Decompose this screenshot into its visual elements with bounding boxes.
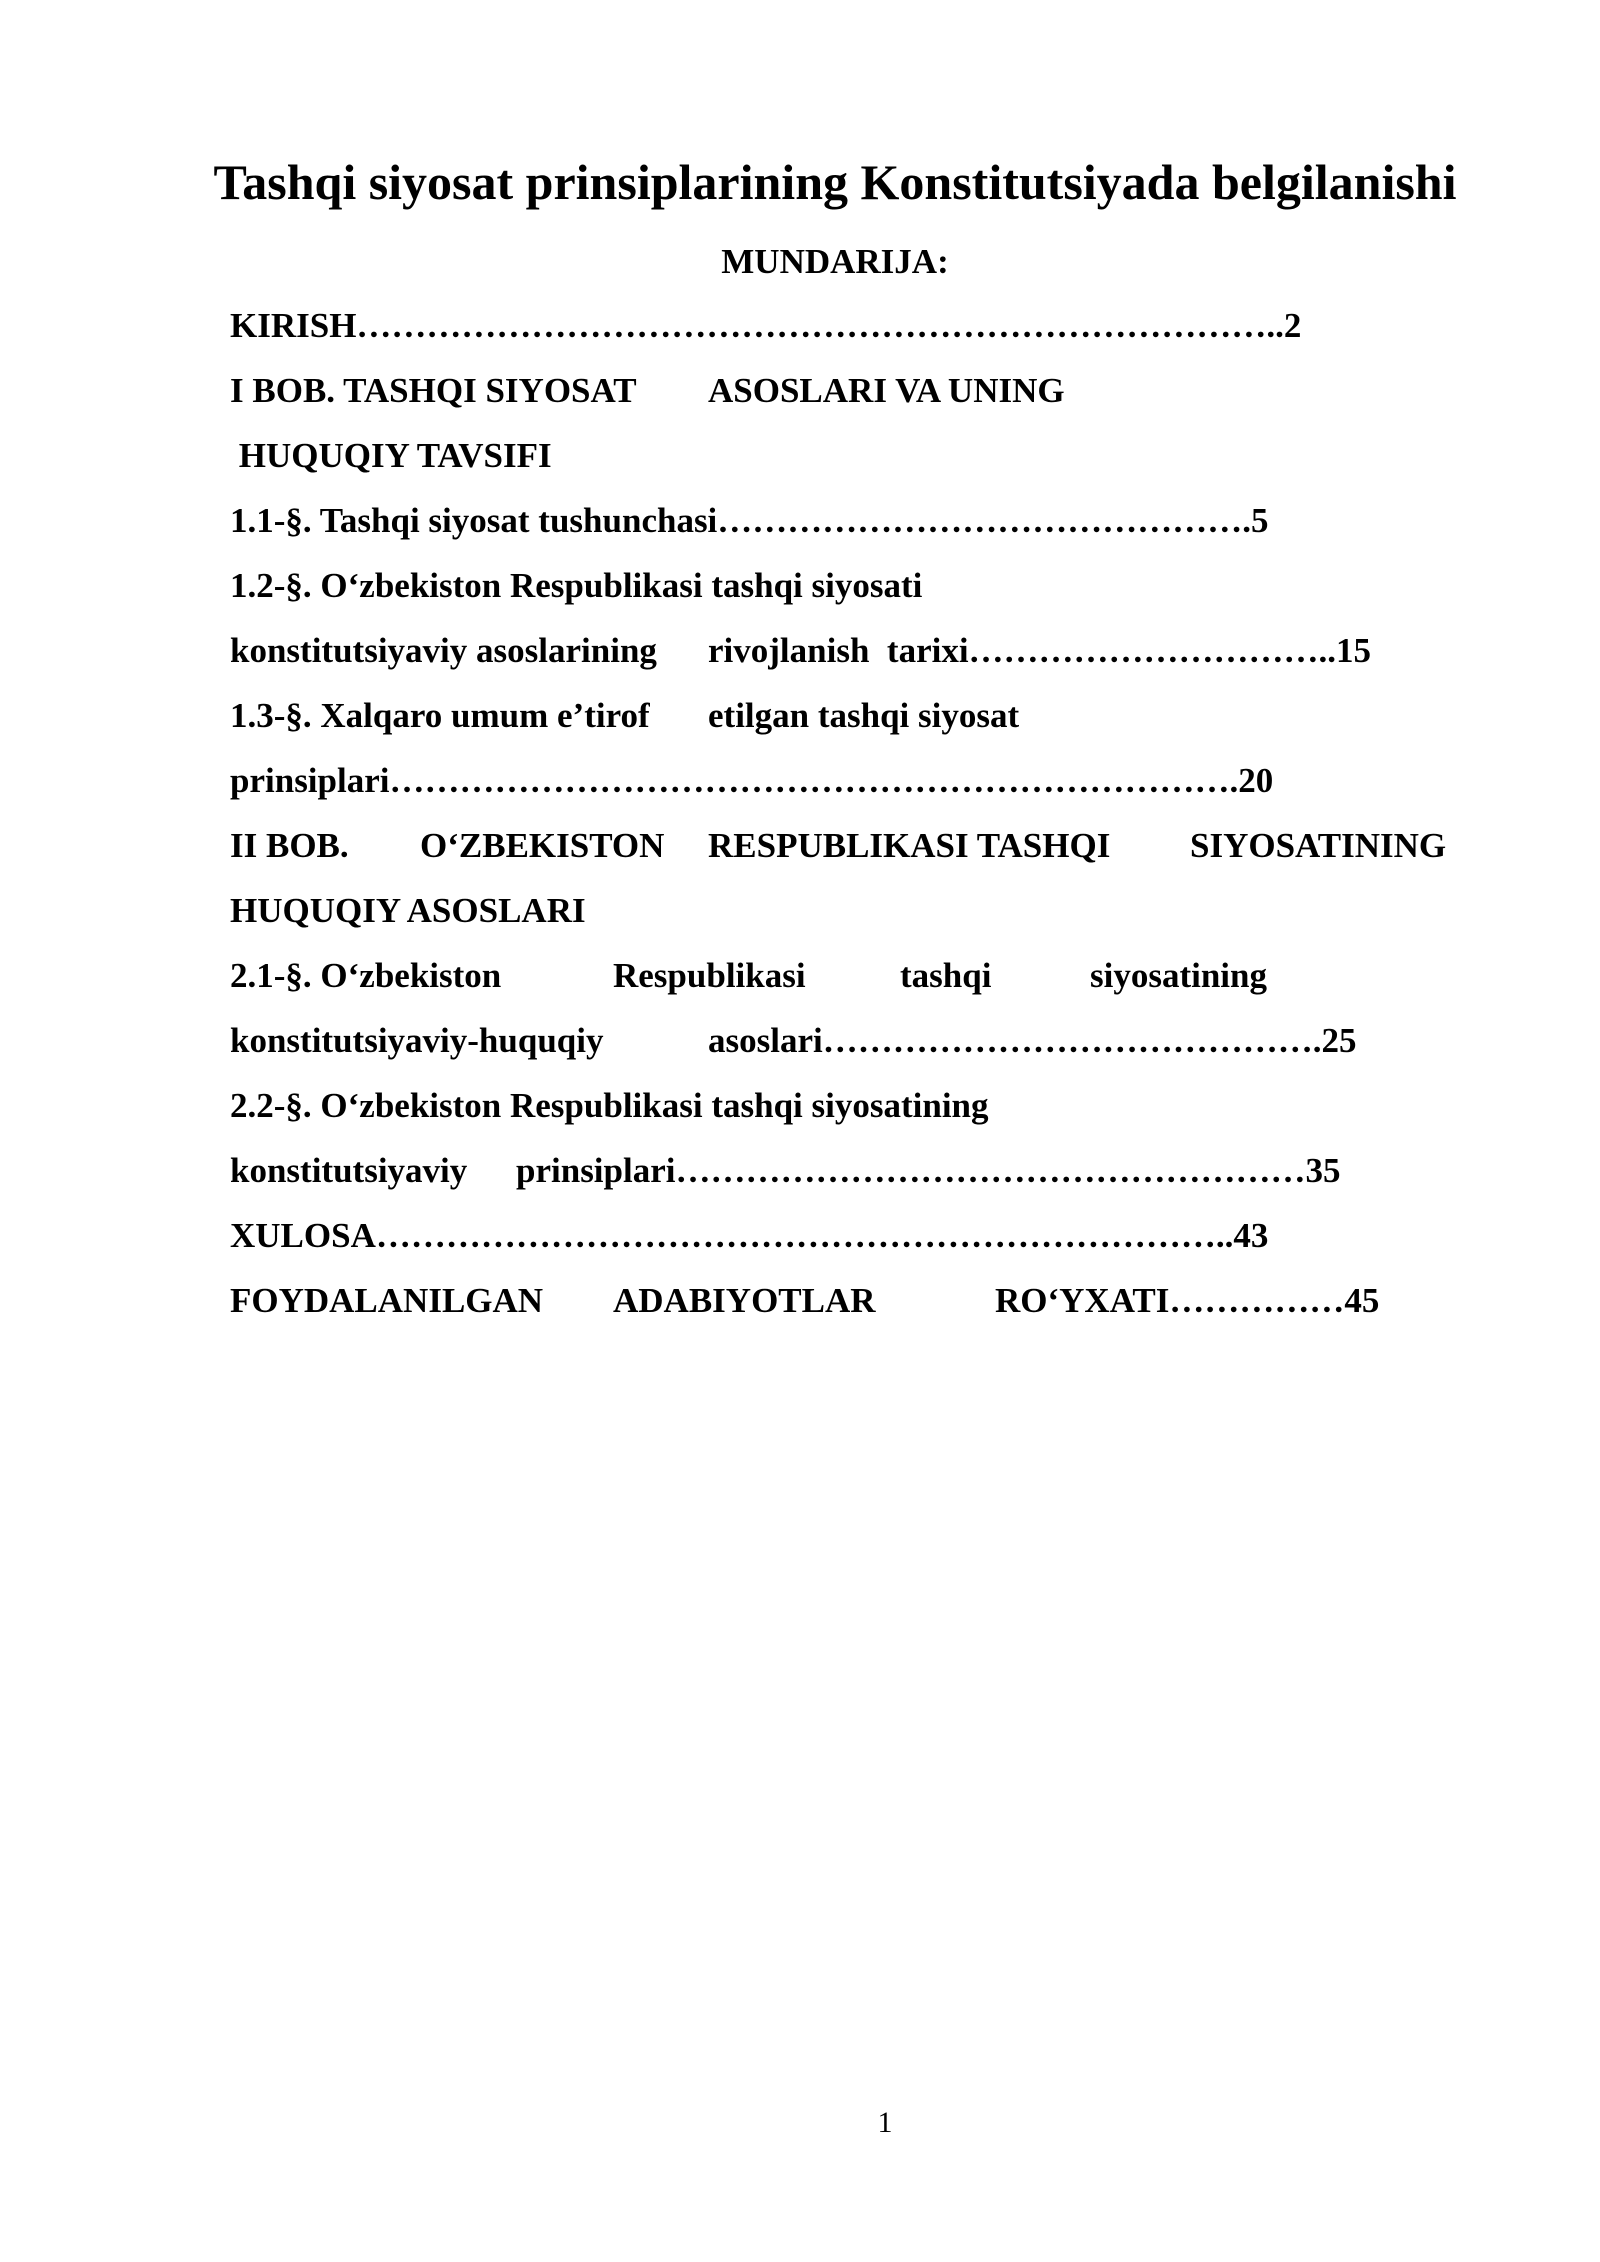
page-title: Tashqi siyosat prinsiplarining Konstitutsiyada belgilanishi: [213, 154, 1457, 210]
toc-entry-text: XULOSA………………………………………………………………..43: [230, 1216, 1269, 1255]
toc-entry-text: HUQUQIY TAVSIFI: [230, 436, 552, 475]
toc-entry-text: konstitutsiyaviy-huquqiy: [230, 1021, 604, 1060]
toc-entry-1-2-line2: [230, 627, 1372, 675]
toc-entry-text: RO‘YXATI……………45: [995, 1281, 1380, 1320]
toc-entry-text: 2.2-§. O‘zbekiston Respublikasi tashqi siyosatining: [230, 1086, 989, 1125]
toc-entry-text: O‘ZBEKISTON: [420, 826, 665, 865]
toc-entry-text: I BOB. TASHQI SIYOSAT: [230, 371, 637, 410]
toc-entry-2-1-line1: [230, 952, 1267, 1000]
toc-entry-text: rivojlanish tarixi…………………………..15: [708, 631, 1372, 670]
toc-entry-1-2-line1: [230, 562, 923, 610]
toc-entry-2-2-line2: [230, 1147, 1341, 1195]
toc-entry-xulosa: [230, 1212, 1269, 1260]
toc-entry-2-2-line1: [230, 1082, 989, 1130]
toc-entry-text: konstitutsiyaviy: [230, 1151, 468, 1190]
toc-entry-bob2-line2: [230, 887, 586, 935]
toc-entry-text: 1.2-§. O‘zbekiston Respublikasi tashqi siyosati: [230, 566, 923, 605]
toc-entry-text: ADABIYOTLAR: [613, 1281, 876, 1320]
toc-entry-text: II BOB.: [230, 826, 349, 865]
toc-entry-text: etilgan tashqi siyosat: [708, 696, 1020, 735]
toc-entry-text: 2.1-§. O‘zbekiston: [230, 956, 502, 995]
toc-entry-bob1-line2: [230, 432, 552, 480]
toc-entry-text: ASOSLARI VA UNING: [708, 371, 1065, 410]
toc-entry-text: SIYOSATINING: [1190, 826, 1447, 865]
toc-entry-text: HUQUQIY ASOSLARI: [230, 891, 586, 930]
toc-entry-text: RESPUBLIKASI TASHQI: [708, 826, 1111, 865]
toc-entry-text: 1.1-§. Tashqi siyosat tushunchasi……………………………………….5: [230, 501, 1269, 540]
page-number: 1: [877, 2106, 893, 2139]
toc-entry-kirish: [230, 302, 1302, 350]
toc-entry-bob1-line1: [230, 367, 1065, 415]
toc-entry-1-3-line2: [230, 757, 1274, 805]
toc-entry-text: FOYDALANILGAN: [230, 1281, 544, 1320]
toc-entry-text: prinsiplari………………………………………………35: [516, 1151, 1341, 1190]
toc-entry-1-3-line1: [230, 692, 1020, 740]
toc-entry-text: Respublikasi: [613, 956, 806, 995]
toc-entry-text: siyosatining: [1090, 956, 1267, 995]
toc-entry-adabiyotlar: [230, 1277, 1380, 1325]
toc-entry-text: 1.3-§. Xalqaro umum e’tirof: [230, 696, 650, 735]
toc-entry-2-1-line2: [230, 1017, 1357, 1065]
toc-entry-1-1: [230, 497, 1269, 545]
toc-entry-text: prinsiplari……………………………………………………………….20: [230, 761, 1274, 800]
toc-entry-text: konstitutsiyaviy asoslarining: [230, 631, 657, 670]
toc-entry-text: asoslari…………………………………….25: [708, 1021, 1357, 1060]
toc-entry-text: tashqi: [900, 956, 992, 995]
toc-entry-text: KIRISH……………………………………………………………………..2: [230, 306, 1302, 345]
toc-heading: MUNDARIJA:: [721, 242, 949, 281]
toc-entry-bob2-line1: [230, 822, 1447, 870]
